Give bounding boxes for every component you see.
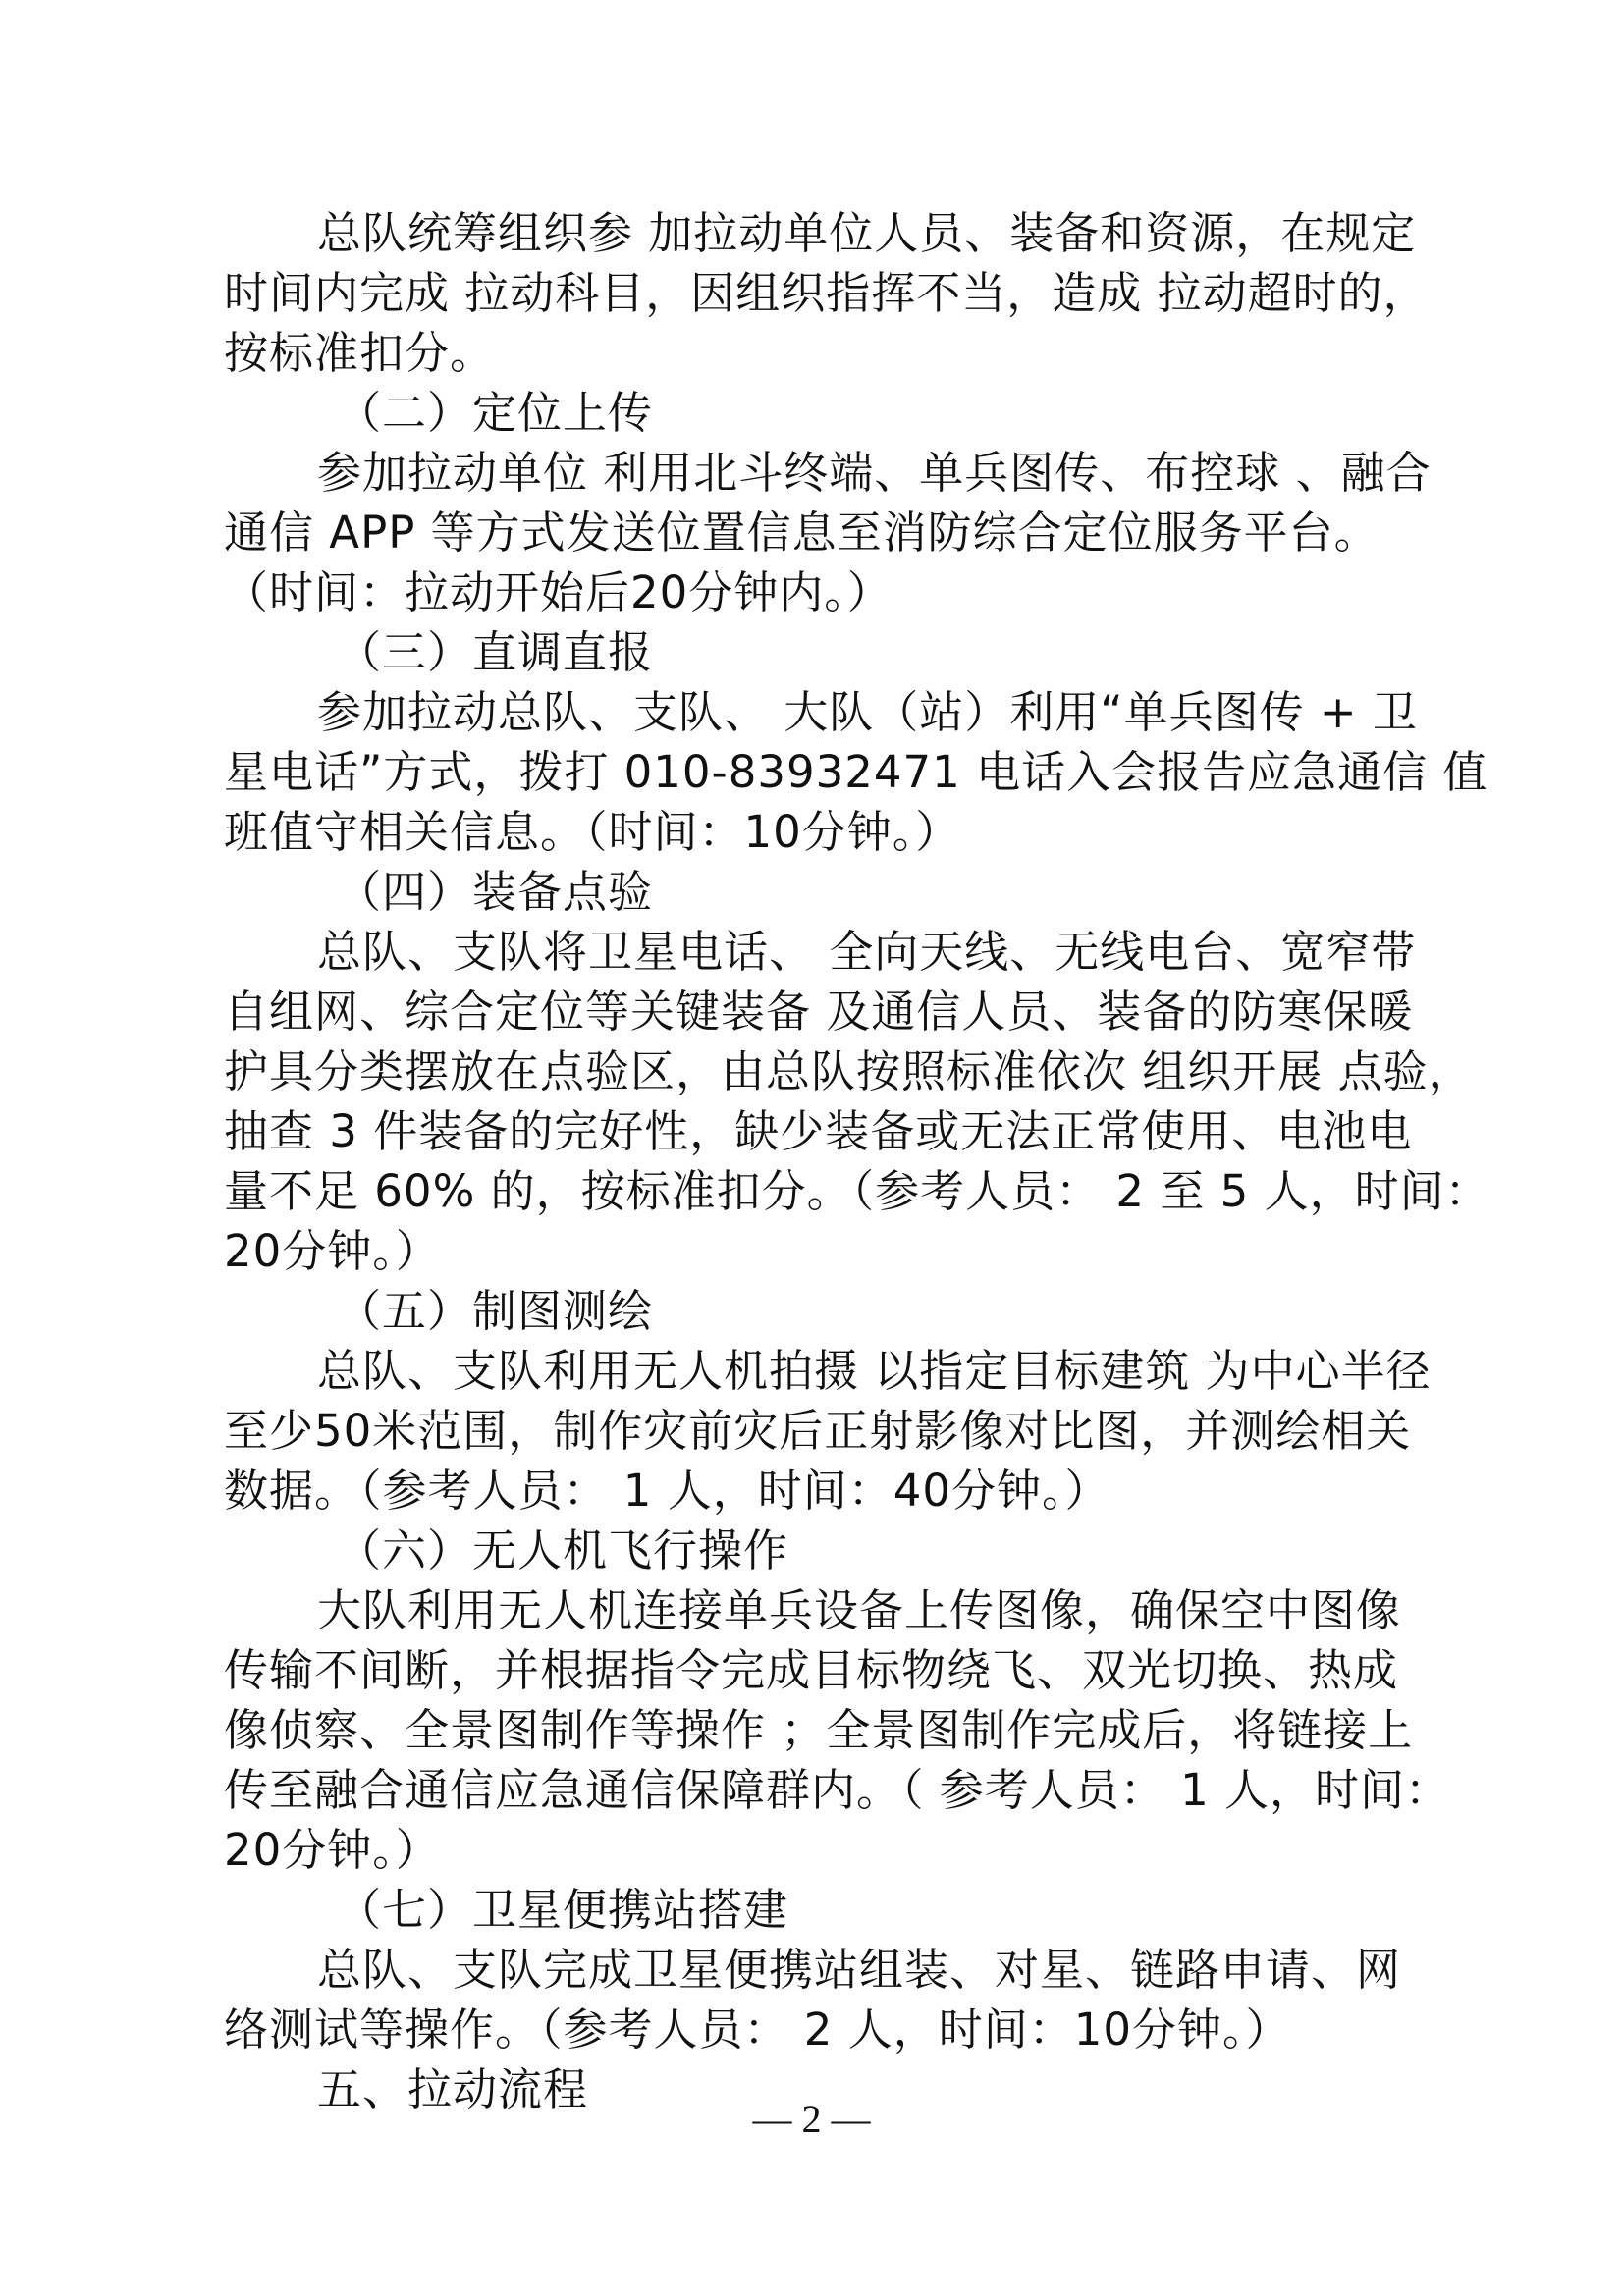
paragraph-line: 按标准扣分。 [224, 327, 496, 379]
paragraph-line: 抽查 3 件装备的完好性，缺少装备或无法正常使用、电池电 [224, 1105, 1413, 1157]
paragraph-line: （时间：拉动开始后20分钟内。） [224, 566, 893, 618]
paragraph-line: 护具分类摆放在点验区，由总队按照标准依次 组织开展 点验， [224, 1045, 1474, 1097]
page-number: — 2 — [752, 2097, 871, 2141]
paragraph-line: 量不足 60% 的，按标准扣分。（参考人员： 2 至 5 人，时间： [224, 1165, 1490, 1217]
paragraph-line: 像侦察、全景图制作等操作 ；全景图制作完成后，将链接上 [224, 1704, 1414, 1756]
paragraph-line: 参加拉动总队、支队、 大队（站）利用“单兵图传 + 卫 [317, 686, 1418, 738]
section-heading: （三）直调直报 [337, 626, 654, 678]
paragraph-line: 传输不间断，并根据指令完成目标物绕飞、双光切换、热成 [224, 1644, 1399, 1696]
paragraph-line: 五、拉动流程 [317, 2063, 589, 2115]
paragraph-line: 传至融合通信应急通信保障群内。（ 参考人员： 1 人，时间： [224, 1764, 1451, 1816]
paragraph-line: 自组网、综合定位等关键装备 及通信人员、装备的防寒保暖 [224, 986, 1414, 1038]
document-body [224, 203, 1490, 2119]
section-heading: （二）定位上传 [337, 387, 654, 439]
paragraph-line: 数据。（参考人员： 1 人，时间：40分钟。） [224, 1465, 1110, 1517]
paragraph-line: 时间内完成 拉动科目，因组织指挥不当，造成 拉动超时的， [224, 267, 1429, 319]
paragraph-line: 总队、支队将卫星电话、 全向天线、无线电台、宽窄带 [317, 926, 1417, 978]
paragraph-line: 大队利用无人机连接单兵设备上传图像，确保空中图像 [317, 1584, 1402, 1636]
paragraph-line: 20分钟。） [224, 1225, 441, 1277]
paragraph-line: 20分钟。） [224, 1824, 441, 1876]
paragraph-line: 班值守相关信息。（时间：10分钟。） [224, 806, 961, 858]
section-heading: （六）无人机飞行操作 [337, 1524, 789, 1576]
section-heading: （七）卫星便携站搭建 [337, 1884, 789, 1936]
paragraph-line: 总队统筹组织参 加拉动单位人员、装备和资源，在规定 [317, 207, 1417, 259]
section-heading: （四）装备点验 [337, 866, 654, 918]
paragraph-line: 总队、支队利用无人机拍摄 以指定目标建筑 为中心半径 [317, 1345, 1432, 1397]
paragraph-line: 通信 APP 等方式发送位置信息至消防综合定位服务平台。 [224, 507, 1380, 559]
paragraph-line: 星电话”方式，拨打 010-83932471 电话入会报告应急通信 值 [224, 746, 1488, 798]
paragraph-line: 总队、支队完成卫星便携站组装、对星、链路申请、网 [317, 1944, 1402, 1996]
paragraph-line: 至少50米范围，制作灾前灾后正射影像对比图，并测绘相关 [224, 1405, 1412, 1457]
paragraph-line: 参加拉动单位 利用北斗终端、单兵图传、布控球 、融合 [317, 447, 1432, 499]
paragraph-line: 络测试等操作。（参考人员： 2 人，时间：10分钟。） [224, 2003, 1291, 2056]
section-heading: （五）制图测绘 [337, 1285, 654, 1337]
